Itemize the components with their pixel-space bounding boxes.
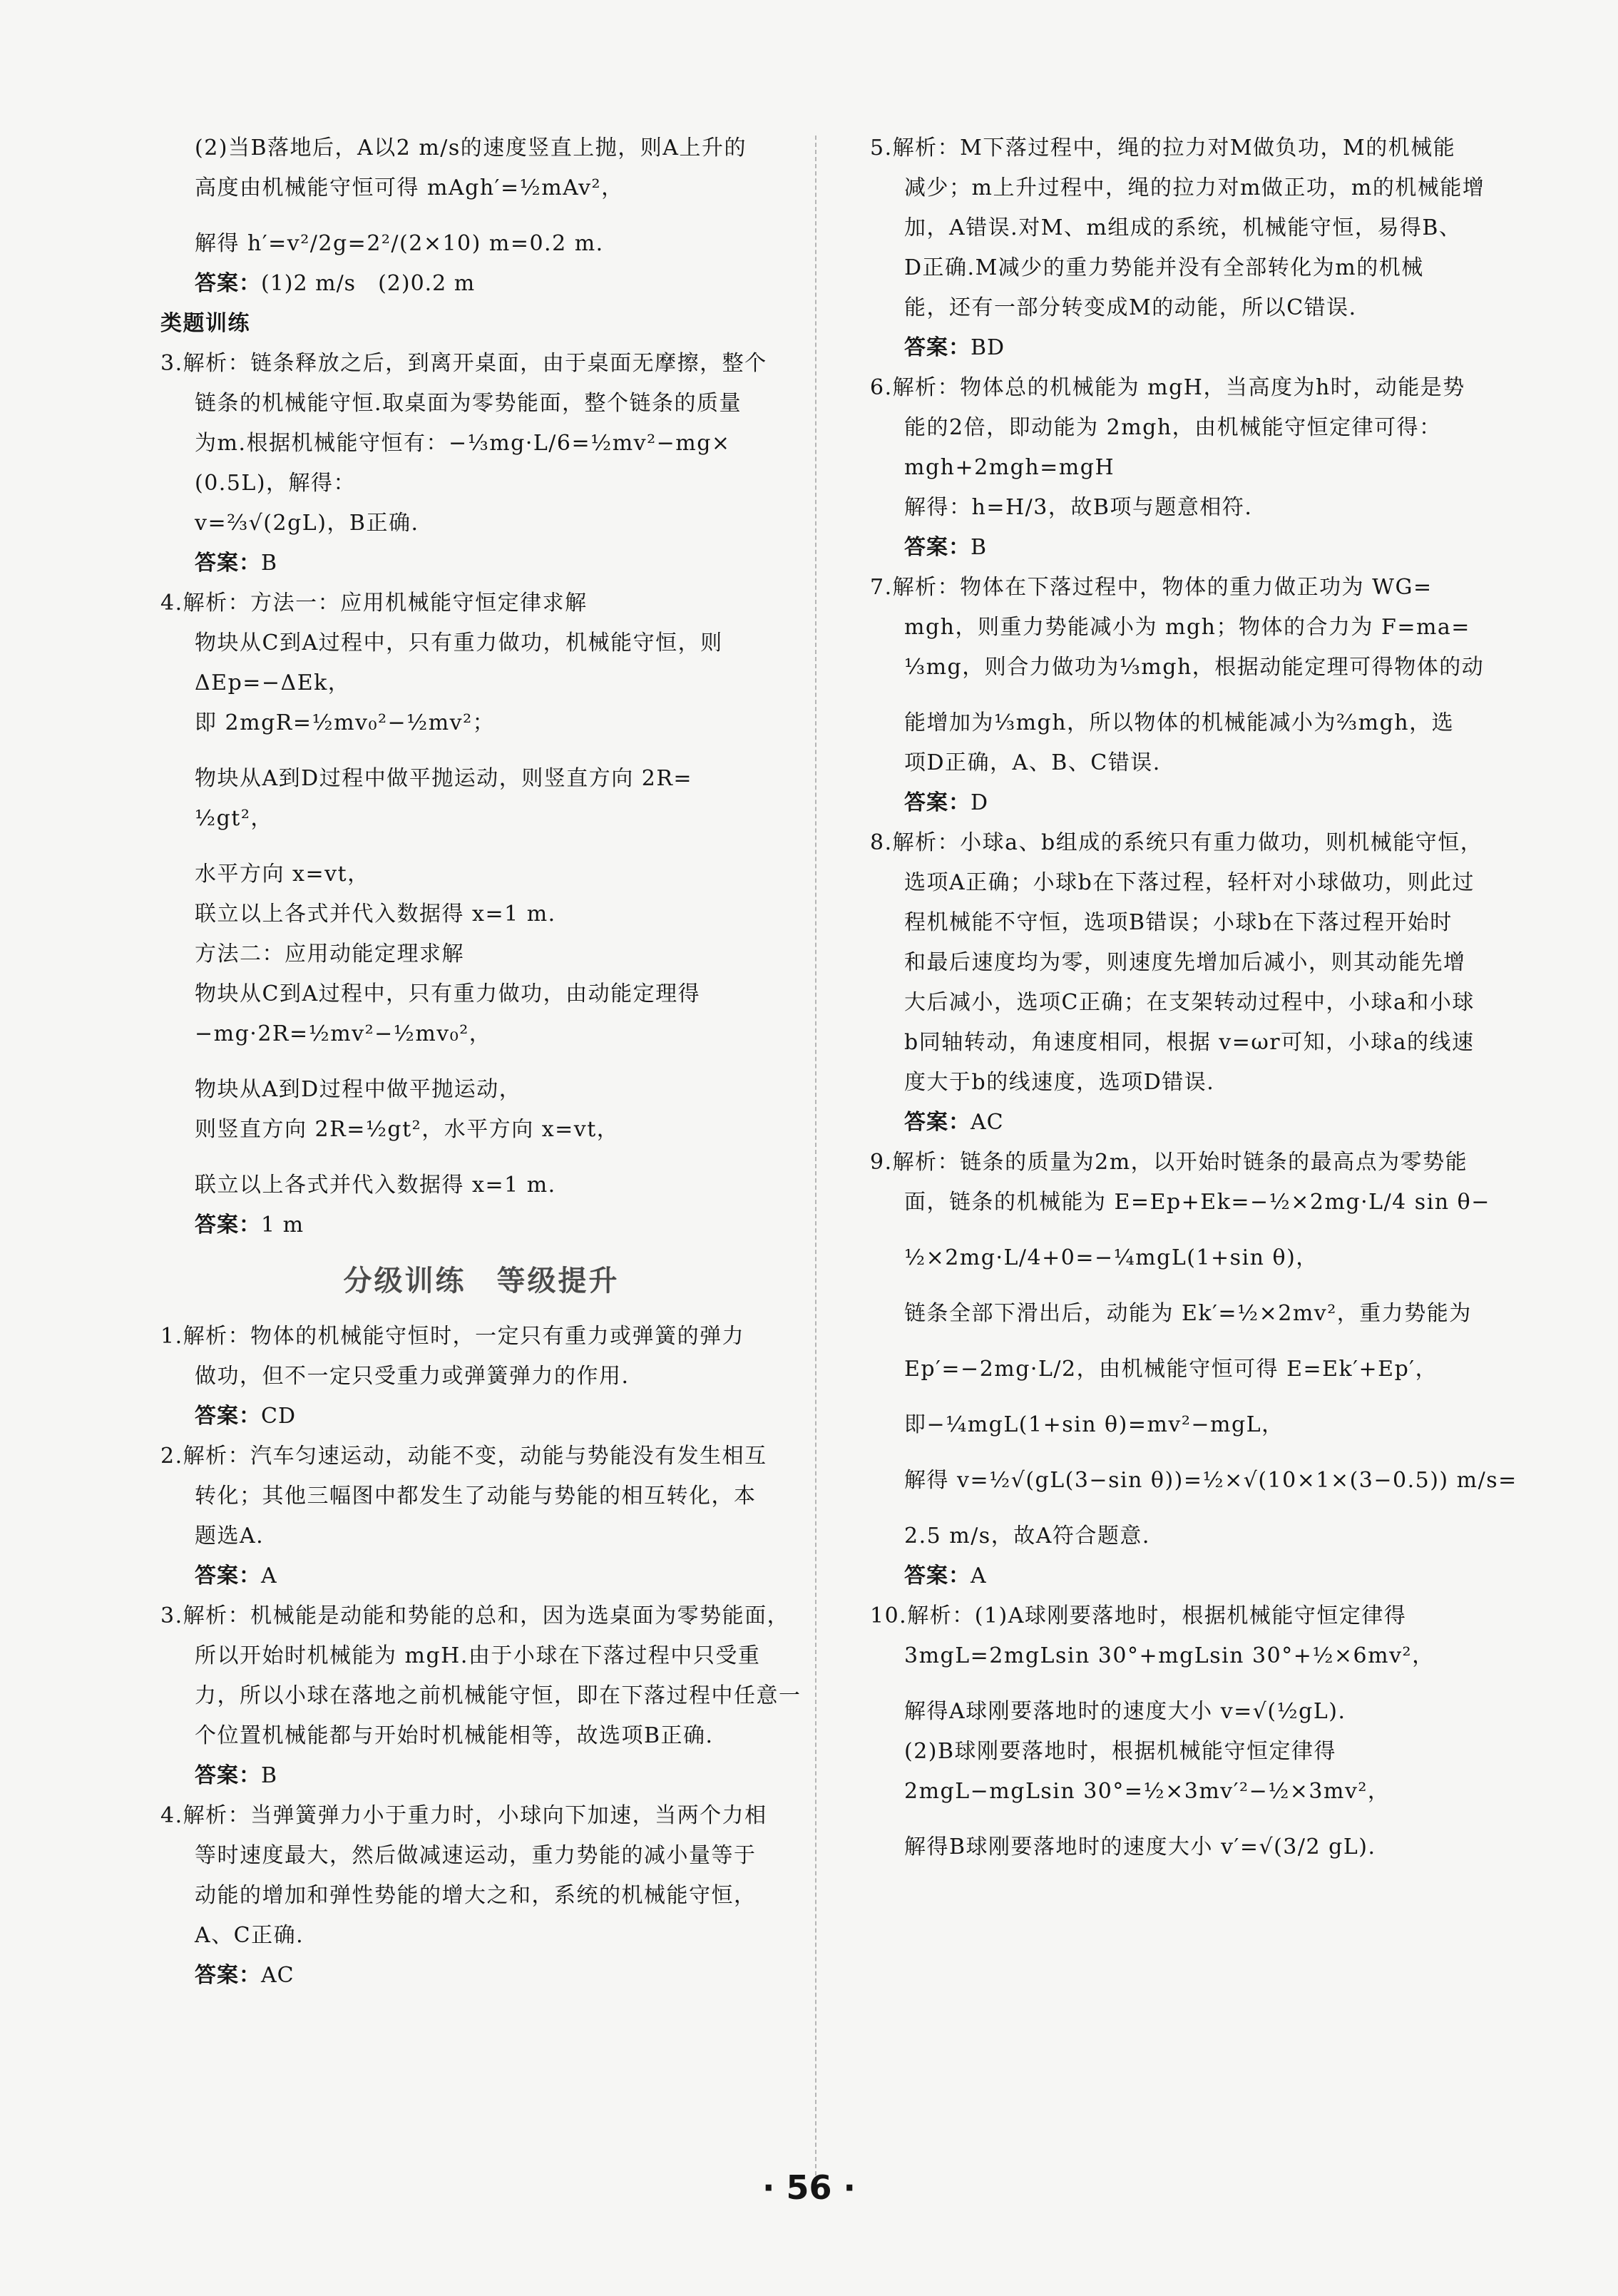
text-line: 10.解析：(1)A球刚要落地时，根据机械能守恒定律得 — [870, 1603, 1407, 1628]
text-line: 高度由机械能守恒可得 mAgh′=½mAv²， — [195, 175, 624, 200]
answer-value: 1 m — [261, 1213, 304, 1238]
spacer — [160, 208, 802, 224]
answer-line — [160, 1556, 802, 1596]
answer-label: 答案： — [904, 535, 971, 560]
text-line: 等时速度最大，然后做减速运动，重力势能的减小量等于 — [195, 1843, 757, 1868]
answer-line — [870, 1556, 1512, 1596]
spacer — [870, 688, 1512, 703]
answer-line — [160, 544, 802, 583]
text-line: 4.解析：当弹簧弹力小于重力时，小球向下加速，当两个力相 — [160, 1803, 767, 1828]
text-line: 7.解析：物体在下落过程中，物体的重力做正功为 WG= — [870, 575, 1433, 600]
spacer — [160, 839, 802, 854]
answer-label: 答案： — [195, 551, 261, 576]
answer-value: B — [261, 551, 278, 576]
spacer — [870, 1812, 1512, 1827]
spacer — [870, 1445, 1512, 1461]
spacer — [870, 1501, 1512, 1516]
answer-line — [870, 328, 1512, 368]
text-line: Ep′=−2mg·L/2，由机械能守恒可得 E=Ek′+Ep′， — [904, 1357, 1438, 1382]
text-line: (0.5L)，解得： — [195, 471, 357, 496]
text-line: 3.解析：机械能是动能和势能的总和，因为选桌面为零势能面， — [160, 1603, 790, 1628]
text-line: 5.解析：M下落过程中，绳的拉力对M做负功，M的机械能 — [870, 136, 1456, 160]
answer-label: 答案： — [195, 271, 261, 296]
text-line: ½gt²， — [195, 806, 273, 831]
spacer — [870, 1334, 1512, 1349]
text-line: v=⅔√(2gL)，B正确. — [195, 511, 419, 536]
column-divider — [815, 136, 816, 2190]
text-line: 所以开始时机械能为 mgH.由于小球在下落过程中只受重 — [195, 1643, 761, 1668]
answer-label: 答案： — [195, 1763, 261, 1788]
left-column — [160, 128, 802, 1996]
text-line: 解得A球刚要落地时的速度大小 v=√(½gL). — [904, 1699, 1346, 1724]
spacer — [870, 1223, 1512, 1238]
text-line: 联立以上各式并代入数据得 x=1 m. — [195, 1173, 556, 1198]
text-line: 联立以上各式并代入数据得 x=1 m. — [195, 902, 556, 927]
answer-label: 答案： — [904, 1563, 971, 1588]
text-line: 2mgL−mgLsin 30°=½×3mv′²−½×3mv²， — [904, 1779, 1391, 1804]
text-line: 链条的机械能守恒.取桌面为零势能面，整个链条的质量 — [195, 391, 742, 416]
right-column — [870, 128, 1517, 1867]
text-line: 解得B球刚要落地时的速度大小 v′=√(3/2 gL). — [904, 1835, 1376, 1859]
text-line: A、C正确. — [195, 1923, 304, 1948]
text-line: ½×2mg·L/4+0=−¼mgL(1+sin θ)， — [904, 1245, 1319, 1270]
text-line: 解得：h=H/3，故B项与题意相符. — [904, 495, 1253, 520]
subsection-heading: 类题训练 — [160, 311, 250, 336]
answer-value: CD — [261, 1404, 297, 1429]
answer-label: 答案： — [904, 1110, 971, 1135]
spacer — [870, 1278, 1512, 1294]
answer-value: AC — [971, 1110, 1004, 1135]
text-line: 动能的增加和弹性势能的增大之和，系统的机械能守恒， — [195, 1883, 757, 1908]
text-line: 链条全部下滑出后，动能为 Ek′=½×2mv²，重力势能为 — [904, 1301, 1472, 1326]
answer-label: 答案： — [195, 1404, 261, 1429]
text-line: 减少；m上升过程中，绳的拉力对m做正功，m的机械能增 — [904, 175, 1485, 200]
text-line: 度大于b的线速度，选项D错误. — [904, 1070, 1215, 1095]
answer-label: 答案： — [195, 1963, 261, 1988]
text-line: 做功，但不一定只受重力或弹簧弹力的作用. — [195, 1364, 630, 1389]
text-line: 4.解析：方法一：应用机械能守恒定律求解 — [160, 591, 588, 616]
answer-line — [870, 783, 1512, 823]
answer-value: A — [261, 1563, 277, 1588]
text-line: 解得 h′=v²/2g=2²/(2×10) m=0.2 m. — [195, 231, 604, 256]
answer-label: 答案： — [904, 335, 971, 360]
answer-value: BD — [971, 335, 1005, 360]
text-line: b同轴转动，角速度相同，根据 v=ωr可知，小球a的线速 — [904, 1030, 1475, 1055]
text-line: 选项A正确；小球b在下落过程，轻杆对小球做功，则此过 — [904, 870, 1475, 895]
text-line: 水平方向 x=vt， — [195, 862, 370, 887]
text-line: ΔEp=−ΔEk， — [195, 670, 351, 695]
answer-line — [160, 1956, 802, 1996]
text-line: 项D正确，A、B、C错误. — [904, 750, 1161, 775]
answer-value: B — [971, 535, 988, 560]
text-line: 为m.根据机械能守恒有：−⅓mg·L/6=½mv²−mg× — [195, 431, 731, 456]
text-line: 能增加为⅓mgh，所以物体的机械能减小为⅔mgh，选 — [904, 710, 1455, 735]
spacer — [870, 1389, 1512, 1405]
text-line: 程机械能不守恒，选项B错误；小球b在下落过程开始时 — [904, 910, 1453, 935]
answer-line — [160, 1756, 802, 1796]
spacer — [870, 1676, 1512, 1692]
text-line: mgh+2mgh=mgH — [904, 455, 1115, 480]
answer-value: D — [971, 790, 989, 815]
answer-value: (1)2 m/s (2)0.2 m — [261, 271, 476, 296]
text-line: 能的2倍，即动能为 2mgh，由机械能守恒定律可得： — [904, 415, 1442, 440]
answer-line — [870, 1103, 1512, 1143]
text-line: 9.解析：链条的质量为2m，以开始时链条的最高点为零势能 — [870, 1150, 1468, 1175]
text-line: 2.5 m/s，故A符合题意. — [904, 1524, 1150, 1548]
text-line: 物块从C到A过程中，只有重力做功，机械能守恒，则 — [195, 631, 723, 655]
text-line: 方法二：应用动能定理求解 — [195, 942, 464, 966]
answer-value: A — [971, 1563, 987, 1588]
answer-value: B — [261, 1763, 278, 1788]
text-line: 题选A. — [195, 1524, 265, 1548]
text-line: 能，还有一部分转变成M的动能，所以C错误. — [904, 295, 1357, 320]
text-line: 3mgL=2mgLsin 30°+mgLsin 30°+½×6mv²， — [904, 1643, 1435, 1668]
answer-line — [160, 1205, 802, 1245]
text-line: 解得 v=½√(gL(3−sin θ))=½×√(10×1×(3−0.5)) m/s= — [904, 1468, 1517, 1493]
text-line: (2)B球刚要落地时，根据机械能守恒定律得 — [904, 1739, 1337, 1764]
text-line: D正确.M减少的重力势能并没有全部转化为m的机械 — [904, 255, 1424, 280]
page-number: · 56 · — [762, 2168, 856, 2207]
answer-label: 答案： — [195, 1563, 261, 1588]
text-line: 物块从C到A过程中，只有重力做功，由动能定理得 — [195, 981, 701, 1006]
text-line: 物块从A到D过程中做平抛运动， — [195, 1077, 522, 1102]
text-line: (2)当B落地后，A以2 m/s的速度竖直上抛，则A上升的 — [195, 136, 747, 160]
text-line: 6.解析：物体总的机械能为 mgH，当高度为h时，动能是势 — [870, 375, 1465, 400]
answer-label: 答案： — [195, 1213, 261, 1238]
section-heading: 分级训练 等级提升 — [343, 1265, 620, 1297]
spacer — [160, 1150, 802, 1165]
text-line: 2.解析：汽车匀速运动，动能不变，动能与势能没有发生相互 — [160, 1444, 767, 1469]
text-line: 8.解析：小球a、b组成的系统只有重力做功，则机械能守恒， — [870, 830, 1483, 855]
text-line: −mg·2R=½mv²−½mv₀²， — [195, 1021, 492, 1046]
text-line: 1.解析：物体的机械能守恒时，一定只有重力或弹簧的弹力 — [160, 1324, 745, 1349]
text-line: 物块从A到D过程中做平抛运动，则竖直方向 2R= — [195, 766, 693, 791]
text-line: 3.解析：链条释放之后，到离开桌面，由于桌面无摩擦，整个 — [160, 351, 767, 376]
text-line: ⅓mg，则合力做功为⅓mgh，根据动能定理可得物体的动 — [904, 655, 1485, 680]
text-line: 面，链条的机械能为 E=Ep+Ek=−½×2mg·L/4 sin θ− — [904, 1190, 1490, 1215]
answer-line — [160, 264, 802, 304]
text-line: 转化；其他三幅图中都发生了动能与势能的相互转化，本 — [195, 1484, 757, 1509]
answer-line — [870, 528, 1512, 568]
text-line: 即 2mgR=½mv₀²−½mv²； — [195, 710, 496, 735]
text-line: 大后减小，选项C正确；在支架转动过程中，小球a和小球 — [904, 990, 1475, 1015]
answer-line — [160, 1397, 802, 1437]
text-line: 和最后速度均为零，则速度先增加后减小，则其动能先增 — [904, 950, 1466, 975]
text-line: mgh，则重力势能减小为 mgh；物体的合力为 F=ma= — [904, 615, 1470, 640]
text-line: 个位置机械能都与开始时机械能相等，故选项B正确. — [195, 1723, 714, 1748]
answer-label: 答案： — [904, 790, 971, 815]
text-line: 即−¼mgL(1+sin θ)=mv²−mgL， — [904, 1412, 1284, 1437]
spacer — [160, 743, 802, 759]
spacer — [160, 1054, 802, 1070]
text-line: 则竖直方向 2R=½gt²，水平方向 x=vt， — [195, 1117, 620, 1142]
text-line: 力，所以小球在落地之前机械能守恒，即在下落过程中任意一 — [195, 1683, 802, 1708]
text-line: 加，A错误.对M、m组成的系统，机械能守恒，易得B、 — [904, 215, 1462, 240]
answer-value: AC — [261, 1963, 295, 1988]
